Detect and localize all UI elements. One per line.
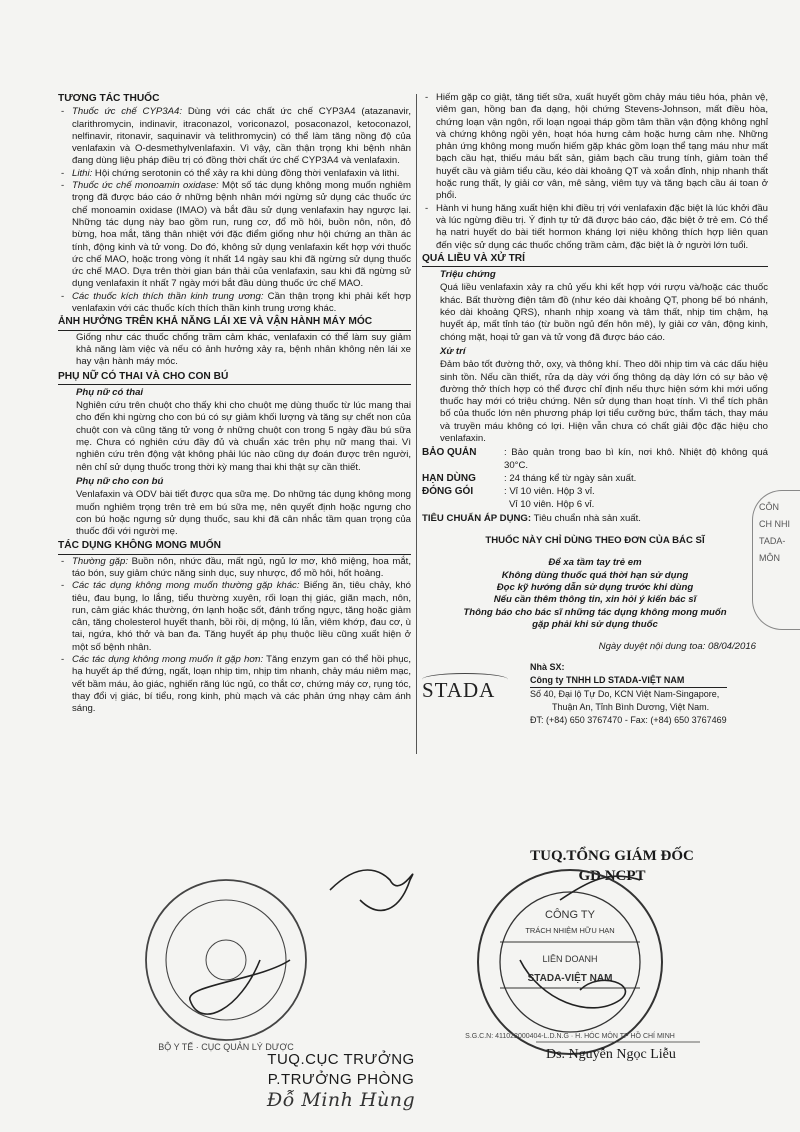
warning-line: Đọc kỹ hướng dẫn sử dụng trước khi dùng bbox=[496, 581, 694, 593]
pregnant-subheading: Phụ nữ có thai bbox=[76, 386, 144, 398]
side-seal-fragment: CÔN CH NHI TADA- MÔN bbox=[752, 490, 800, 630]
mfg-label: Nhà SX: bbox=[530, 662, 565, 673]
storage-label: BẢO QUẢN bbox=[422, 447, 477, 459]
mfg-address: Số 40, Đại lộ Tự Do, KCN Việt Nam-Singapore, bbox=[530, 689, 720, 700]
expiry-label: HẠN DÙNG bbox=[422, 472, 476, 484]
treatment-text: Đảm bảo tốt đường thở, oxy, và thông khí. Theo dõi nhịp tim và các dấu hiệu sinh tồn. Nếu cần thiết, rửa dạ dày với ống thông dạ dày lớn có sự bảo vệ đường thở thích hợp có thể được chỉ định nếu thực hiện sớm khi mới uống thuốc hay mới có triệu chứng. Nên sử dụng than hoạt tính. Vì thể tích phân bố của thuốc lớn nên phương pháp lợi tiểu cưỡng bức, thẩm tách, thay máu và truyền máu không có lợi. Hiện vẫn chưa có chất giải độc đặc hiệu cho venlafaxin. bbox=[440, 359, 768, 445]
adverse-item: - Các tác dụng không mong muốn ít gặp hơn: Tăng enzym gan có thể hồi phục, hạ huyết áp thế đứng, ngất, loạn nhịp tim, nhịp tim nhanh, chảy máu niêm mạc, vết bầm máu, ảo giác, nghiến răng lúc ngủ, co thắt cơ, chứng máy cơ, rụng tóc, thay đổi vị giác, bí tiểu, rong kinh, phù mạch và các phản ứng nhạy cảm ánh sáng. bbox=[58, 654, 411, 715]
standard-value: Tiêu chuẩn nhà sản xuất. bbox=[531, 512, 641, 524]
stamp-text: TRÁCH NHIỆM HỮU HẠN bbox=[525, 926, 615, 935]
mfg-address: Thuận An, Tỉnh Bình Dương, Việt Nam. bbox=[552, 702, 710, 713]
warning-line: gặp phải khi sử dụng thuốc bbox=[532, 618, 658, 630]
stamp-ring-text: BỘ Y TẾ · CỤC QUẢN LÝ DƯỢC bbox=[158, 1042, 294, 1052]
stada-logo: STADA bbox=[422, 673, 516, 696]
pregnant-text: Nghiên cứu trên chuột cho thấy khi cho chuột mẹ dùng thuốc từ lúc mang thai cho đến khi ngừng cho con bú có sự giảm khối lượng và tăng sự chết non của chuột con và cũng tăng tử vong ở những chuột con trong 5 ngày đầu bú sữa mẹ. Chưa có nghiên cứu đầy đủ và chuẩn xác trên phụ nữ mang thai. Vì nghiên cứu trên động vật không phải lúc nào cũng dự đoán được trên người, nên chỉ sử dụng thuốc trong thời kỳ mang thai khi thật sự cần thiết. bbox=[76, 400, 411, 473]
interactions-heading: TƯƠNG TÁC THUỐC bbox=[58, 93, 160, 104]
treatment-subheading: Xử trí bbox=[440, 345, 466, 357]
interaction-item: - Lithi: Hội chứng serotonin có thể xảy ra khi dùng đồng thời venlafaxin và lithi. bbox=[58, 168, 411, 180]
stamp-text: CÔNG TY bbox=[545, 909, 595, 921]
adverse-heading: TÁC DỤNG KHÔNG MONG MUỐN bbox=[58, 540, 411, 554]
interaction-item: - Thuốc ức chế CYP3A4: Dùng với các chất ức chế CYP3A4 (atazanavir, clarithromycin, indinavir, itraconazol, voriconazol, posaconazol, ketoconazol, nelfinavir, ritonavir, saquinavir và telithromycin) có thể làm tăng nồng độ của venlafaxin và O-desmethylvenlafaxin. Vì vậy, cần thận trọng khi bệnh nhân đang dùng liệu pháp điều trị có đồng thời chất ức chế CYP3A4 và venlafaxin. bbox=[58, 106, 411, 167]
stamp-text: STADA-VIỆT NAM bbox=[527, 973, 613, 984]
pack-value: : Vỉ 10 viên. Hộp 3 vỉ. bbox=[504, 486, 595, 498]
review-date: Ngày duyệt nội dung toa: 08/04/2016 bbox=[598, 641, 756, 653]
adverse-item: - Thường gặp: Buồn nôn, nhức đầu, mất ngủ, ngủ lơ mơ, khô miệng, hoa mắt, táo bón, suy giảm chức năng sinh dục, suy nhược, đổ mồ hôi, hốt hoảng. bbox=[58, 556, 411, 581]
lactation-text: Venlafaxin và ODV bài tiết được qua sữa mẹ. Do những tác dụng không mong muốn nghiêm trọng trên trẻ em bú sữa mẹ, nên quyết định hoặc ngưng cho con bú hoặc ngưng sử dụng thuốc, sau khi đã cân nhắc tầm quan trọng của thuốc đối với người mẹ. bbox=[76, 489, 411, 538]
pack-value: Vỉ 10 viên. Hộp 6 vỉ. bbox=[509, 498, 595, 510]
adverse-item: - Các tác dụng không mong muốn thường gặp khác: Biếng ăn, tiêu chảy, khó tiêu, đau bụng, lo lắng, tiểu thường xuyên, rối loạn thị giác, giãn mạch, nôn, run, cảm giác khác thường, ớn lạnh hoặc sốt, đánh trống ngực, tăng hoặc giảm cân, tăng cholesterol huyết thanh, bồi rồi, dị mộng, lú lẫn, viêm khớp, đau cơ, ù tai, ngứa, khó thở và ban đa. Tăng huyết áp phụ thuộc liều cũng xuất hiện ở một số bệnh nhân. bbox=[58, 580, 411, 654]
expiry-value: : 24 tháng kể từ ngày sản xuất. bbox=[504, 472, 637, 484]
authority-stamp bbox=[146, 880, 306, 1040]
warning-line: Thông báo cho bác sĩ những tác dụng không mong muốn bbox=[463, 606, 727, 618]
mfg-phone: ĐT: (+84) 650 3767470 - Fax: (+84) 650 3767469 bbox=[530, 715, 727, 726]
warning-line: Để xa tầm tay trẻ em bbox=[548, 557, 642, 569]
symptoms-text: Quá liều venlafaxin xảy ra chủ yếu khi kết hợp với rượu và/hoặc các thuốc khác. Bất thường điện tâm đồ (như kéo dài khoảng QT, phong bế bó nhánh, kéo dài khoảng QRS), nhanh nhịp xoang và tâm thất, nhịp tim chậm, hạ huyết áp, mất tỉnh táo (từ buồn ngủ đến hôn mê), ly giải cơ vân, động kinh, chóng mặt, hoại tử gan và tử vong đã được báo cáo. bbox=[440, 282, 768, 343]
authority-name: Đỗ Minh Hùng bbox=[266, 1089, 416, 1111]
director-name: Ds. Nguyễn Ngọc Liễu bbox=[546, 1047, 676, 1062]
standard-label: TIÊU CHUẨN ÁP DỤNG: bbox=[422, 512, 532, 524]
symptoms-subheading: Triệu chứng bbox=[440, 269, 496, 281]
warning-line: Không dùng thuốc quá thời hạn sử dụng bbox=[501, 569, 689, 581]
stamp-text: LIÊN DOANH bbox=[542, 954, 598, 964]
adverse-item: - Hiếm gặp co giật, tăng tiết sữa, xuất huyết gồm chảy máu tiêu hóa, phản vệ, viêm gan, hồng ban đa dạng, hội chứng Stevens-Johnson, mất điều hòa, chứng loạn vận ngôn, rối loạn ngoại tháp gồm tâm thần vận động không nghỉ và chứng không ngồi yên, hoạt hóa hưng cảm hoặc hưng cảm nhẹ. Những phản ứng không mong muốn hiếm gặp khác gồm loạn thể tạng máu như mất bạch cầu hạt, thiếu máu bất sản, giảm bạch cầu trung tính, giảm toàn thể huyết cầu và giảm tiểu cầu, kéo dài khoảng QT và xoắn đỉnh, nhịp nhanh thất hoặc rung thất, ly giải cơ vân, mê sảng, viêm tụy và tăng bạch cầu ái toan ở phổi. bbox=[422, 92, 768, 203]
authority-signature bbox=[190, 870, 413, 1014]
interaction-item: - Thuốc ức chế monoamin oxidase: Một số tác dụng không mong muốn nghiêm trọng đã được báo cáo ở những bệnh nhân mới ngừng sử dụng các thuốc ức chế monoamin oxidase (IMAO) và bắt đầu sử dụng venlafaxin hay ngược lại. Những tác dụng này bao gồm run, rung cơ, đổ mồ hôi, buồn nôn, nôn, đỏ bừng, hoa mắt, tăng thân nhiệt với đặc điểm giống như hội chứng an thần ác tính, động kinh và tử vong. Do đó, không sử dụng venlafaxin kết hợp với thuốc ức chế MAO, hoặc trong vòng ít nhất 14 ngày sau khi đã ngừng sử dụng thuốc ức chế MAO. Dựa trên thời gian bán thải của venlafaxin, sau khi đã ngừng sử dụng venlafaxin ít nhất 7 ngày mới bắt đầu dùng thuốc ức chế MAO. bbox=[58, 180, 411, 291]
stamp-ring-text: S.G.C.N: 411022000404-L.D.N.G · H. HÓC MÔN TP HỒ CHÍ MINH bbox=[465, 1033, 675, 1040]
director-title: TUQ.TỔNG GIÁM ĐỐC GD NCPT bbox=[530, 848, 694, 884]
pregnancy-heading: PHỤ NỮ CÓ THAI VÀ CHO CON BÚ bbox=[58, 371, 411, 385]
mfg-company: Công ty TNHH LD STADA-VIỆT NAM bbox=[530, 674, 727, 688]
overdose-heading: QUÁ LIỀU VÀ XỬ TRÍ bbox=[422, 253, 768, 267]
authority-title: TUQ.CỤC TRƯỞNG P.TRƯỞNG PHÒNG Đỗ Minh Hùng bbox=[236, 1050, 446, 1110]
interaction-item: - Các thuốc kích thích thần kinh trung ương: Cần thận trọng khi phải kết hợp venlafaxin với các thuốc kích thích thần kinh trung ương khác. bbox=[58, 291, 411, 316]
driving-heading: ẢNH HƯỞNG TRÊN KHẢ NĂNG LÁI XE VÀ VẬN HÀNH MÁY MÓC bbox=[58, 316, 411, 330]
warning-line: Nếu cần thêm thông tin, xin hỏi ý kiến bác sĩ bbox=[493, 594, 697, 606]
driving-text: Giống như các thuốc chống trầm cảm khác, venlafaxin có thể làm suy giảm khả năng làm việc và nếu có ảnh hưởng xảy ra, bệnh nhân không nên lái xe hay vận hành máy móc. bbox=[76, 331, 411, 368]
storage-value: : Bảo quản trong bao bì kín, nơi khô. Nhiệt độ không quá 30°C. bbox=[504, 447, 768, 471]
pack-label: ĐÓNG GÓI bbox=[422, 486, 474, 498]
lactation-subheading: Phụ nữ cho con bú bbox=[76, 475, 164, 487]
adverse-item: - Hành vi hung hăng xuất hiện khi điều trị với venlafaxin đặc biệt là lúc khởi đầu và lúc ngừng điều trị. Ý định tự tử đã được báo cáo, đặc biệt ở trẻ em. Có thể hạ natri huyết do bài tiết hormon kháng lợi niệu không thích hợp liên quan đến việc sử dụng các thuốc chống trầm cảm, đặc biệt là ở người lớn tuổi. bbox=[422, 203, 768, 252]
rx-note: THUỐC NÀY CHỈ DÙNG THEO ĐƠN CỦA BÁC SĨ bbox=[485, 535, 705, 547]
